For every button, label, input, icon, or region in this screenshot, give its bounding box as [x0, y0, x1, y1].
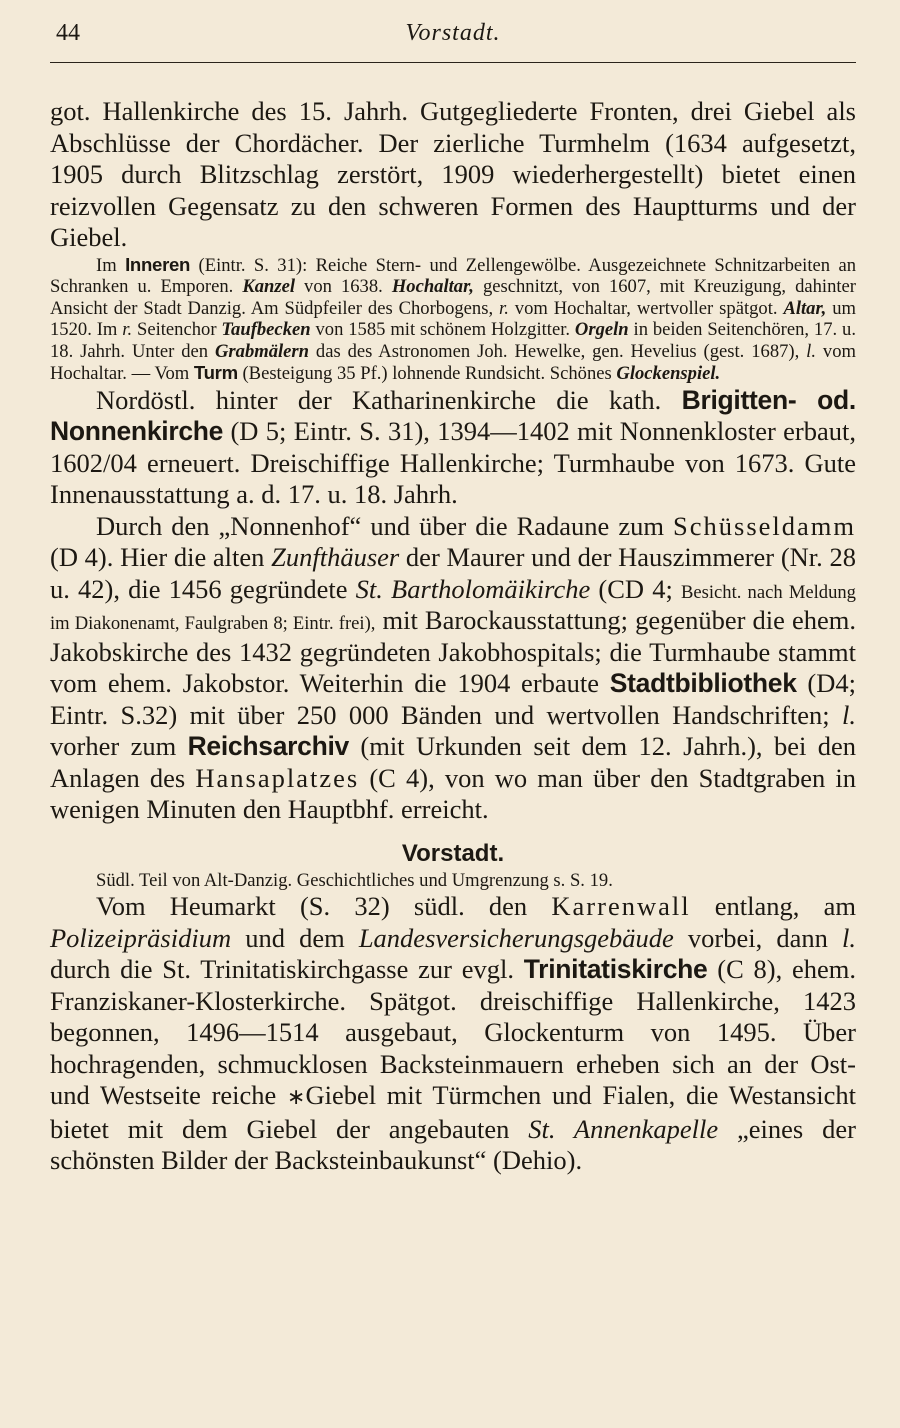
paragraph-brigittenkirche: Nordöstl. hinter der Katharinenkirche die kath. Brigitten- od. Nonnenkirche (D 5; Eintr. S. 31), 1394—1402 mit Nonnenkloster erbaut, 1602/04 erneuert. Dreischiffige Hallenkirche; Turmhaube von 1673. Gute Innenausstattung a. d. 17. u. 18. Jahrh. — [50, 384, 856, 509]
paragraph-trinitatiskirche: Vom Heumarkt (S. 32) südl. den Karrenwall entlang, am Polizeipräsidium und dem Landesversicherungsgebäude vorbei, dann l. durch die St. Trinitatiskirchgasse zur evgl. Trinitatiskirche (C 8), ehem. Franziskaner-Klosterkirche. Spätgot. dreischiffige Hallenkirche, 1423 begonnen, 1496—1514 ausgebaut, Glockenturm von 1495. Über hochragenden, schmucklosen Backsteinmauern erheben sich an der Ost- und Westseite reiche ∗Giebel mit Türmchen und Fialen, die Westansicht bietet mit dem Giebel der angebauten St. Annenkapelle „eines der schönsten Bilder der Backsteinbaukunst“ (Dehio). — [50, 891, 856, 1175]
paragraph-schuesseldamm: Durch den „Nonnenhof“ und über die Radaune zum Schüsseldamm (D 4). Hier die alten Zunfthäuser der Maurer und der Hauszimmerer (Nr. 28 u. 42), die 1456 gegründete St. Bartholomäikirche (CD 4; Besicht. nach Meldung im Diakonenamt, Faulgraben 8; Eintr. frei), mit Barockausstattung; gegenüber die ehem. Jakobskirche des 1432 gegründeten Jakobhospitals; die Turmhaube stammt vom ehem. Jakobstor. Weiterhin die 1904 erbaute Stadtbibliothek (D4; Eintr. S.32) mit über 250 000 Bänden und wertvollen Handschriften; l. vorher zum Reichsarchiv (mit Urkunden seit dem 12. Jahrh.), bei den Anlagen des Hansaplatzes (C 4), von wo man über den Stadtgraben in wenigen Minuten den Hauptbhf. erreicht. — [50, 510, 856, 824]
paragraph-interior: Im Inneren (Eintr. S. 31): Reiche Stern- und Zellengewölbe. Ausgezeichnete Schnitzarbeiten an Schranken u. Emporen. Kanzel von 1638. Hochaltar, geschnitzt, von 1607, mit Kreuzigung, dahinter Ansicht der Stadt Danzig. Am Südpfeiler des Chorbogens, r. vom Hochaltar, wertvoller spätgot. Altar, um 1520. Im r. Seitenchor Taufbecken von 1585 mit schönem Holzgitter. Orgeln in beiden Seitenchören, 17. u. 18. Jahrh. Unter den Grabmälern das des Astronomen Joh. Hewelke, gen. Hevelius (gest. 1687), l. vom Hochaltar. — Vom Turm (Besteigung 35 Pf.) lohnende Rundsicht. Schönes Glockenspiel. — [50, 253, 857, 384]
running-title: Vorstadt. — [405, 20, 501, 46]
header-rule — [50, 62, 856, 63]
star-icon: ∗ — [287, 1085, 306, 1110]
page-header — [50, 20, 856, 58]
page-body — [50, 96, 856, 1177]
page-number: 44 — [56, 20, 80, 46]
section-note: Südl. Teil von Alt-Danzig. Geschichtliches und Umgrenzung s. S. 19. — [96, 869, 613, 891]
section-heading: Vorstadt. — [401, 839, 505, 867]
paragraph-1: got. Hallenkirche des 15. Jahrh. Gutgegliederte Fronten, drei Giebel als Abschlüsse der Chordächer. Der zierliche Turmhelm (1634 aufgesetzt, 1905 durch Blitzschlag zerstört, 1909 wiederhergestellt) bietet einen reizvollen Gegensatz zu den schweren Formen des Hauptturms und der Giebel. — [50, 96, 856, 252]
